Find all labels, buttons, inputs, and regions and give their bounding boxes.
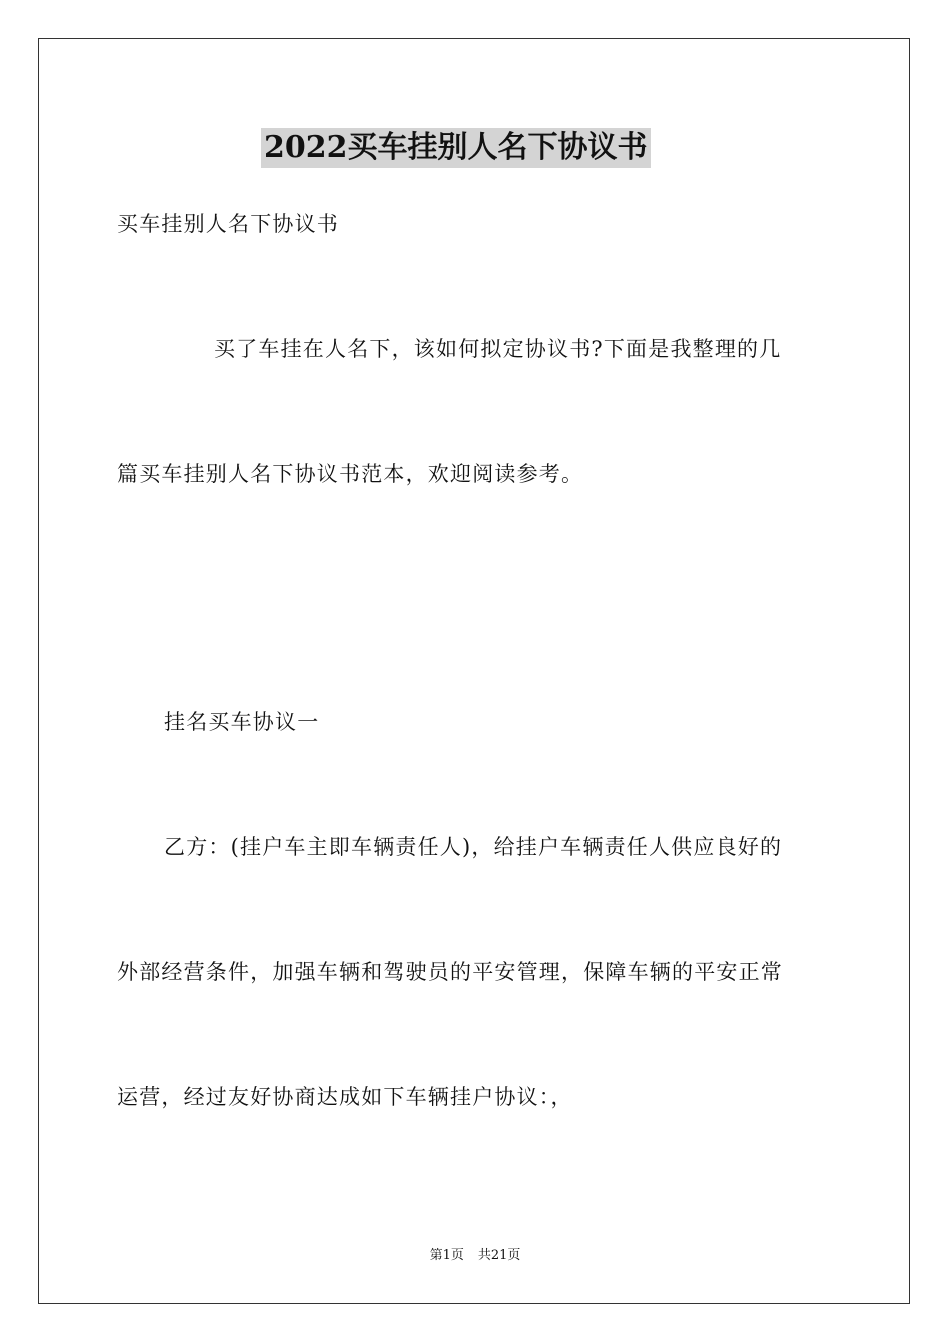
page-number: 第1页 — [429, 1248, 464, 1263]
section-heading: 挂名买车协议一 — [164, 710, 320, 734]
document-title: 2022买车挂别人名下协议书 — [261, 128, 651, 168]
page-footer — [0, 1246, 950, 1266]
page-total: 共21页 — [477, 1248, 521, 1263]
body-line-3: 运营，经过友好协商达成如下车辆挂户协议：， — [117, 1085, 573, 1109]
body-line-1: 乙方：(挂户车主即车辆责任人)，给挂户车辆责任人供应良好的 — [164, 835, 783, 859]
intro-line-1: 买了车挂在人名下，该如何拟定协议书?下面是我整理的几 — [214, 337, 782, 361]
intro-line-2: 篇买车挂别人名下协议书范本，欢迎阅读参考。 — [117, 462, 584, 486]
subtitle-line: 买车挂别人名下协议书 — [117, 212, 339, 236]
body-line-2: 外部经营条件，加强车辆和驾驶员的平安管理，保障车辆的平安正常 — [117, 960, 783, 984]
